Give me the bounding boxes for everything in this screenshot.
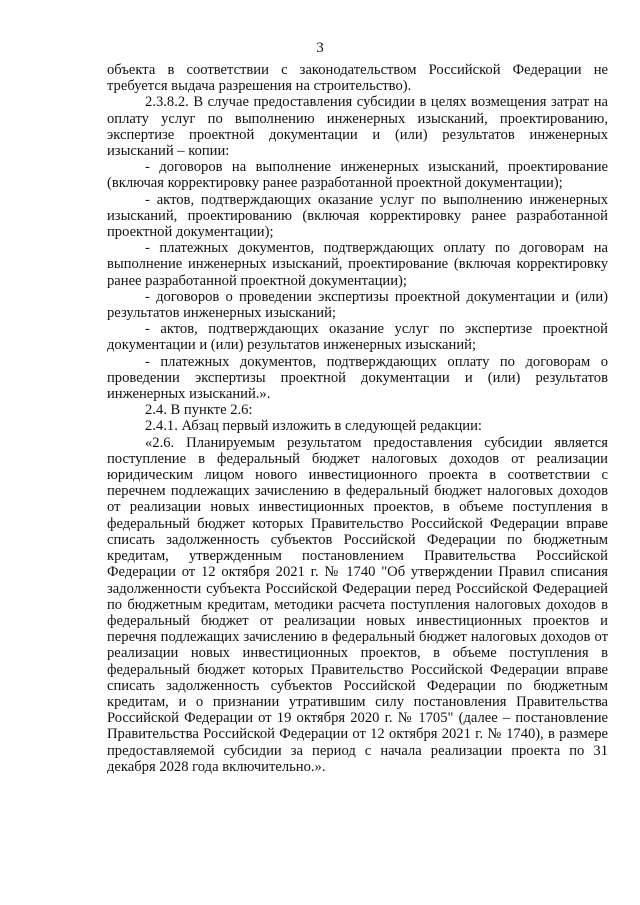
list-item-payments-surveys: - платежных документов, подтверждающих оплату по договорам на выполнение инженерных изысканий, проектирование (включая корректировку ранее разработанной проектной документации); [107,240,608,289]
paragraph-2-4: 2.4. В пункте 2.6: [145,402,253,419]
paragraph-object-continuation: объекта в соответствии с законодательством Российской Федерации не требуется выдача разрешения на строительство). [107,62,608,95]
paragraph-2-6-new-text: «2.6. Планируемым результатом предоставления субсидии является поступление в федеральный бюджет налоговых доходов от реализации юридическим лицом нового инвестиционного проекта в соответствии с перечнем подлежащих зачислению в федеральный бюджет налоговых доходов от реализации новых инвестиционных проектов, в объеме поступления в федеральный бюджет которых Правительство Российской Федерации вправе списать задолженность субъектов Российской Федерации по бюджетным кредитам, утвержденным постановлением Правительства Российской Федерации от 12 октября 2021 г. № 1740 "Об утверждении Правил списания задолженности субъекта Российской Федерации перед Российской Федерацией по бюджетным кредитам, методики расчета поступления налоговых доходов в федеральный бюджет от реализации новых инвестиционных проектов и перечня подлежащих зачислению в федеральный бюджет налоговых доходов от реализации новых инвестиционных проектов, в объеме поступления в федеральный бюджет которых Правительство Российской Федерации вправе списать задолженность субъектов Российской Федерации по бюджетным кредитам, и о признании утратившим силу постановления Правительства Российской Федерации от 19 октября 2020 г. № 1705" (далее – постановление Правительства Российской Федерации от 12 октября 2021 г. № 1740), в размере предоставляемой субсидии за период с начала реализации проекта по 31 декабря 2028 года включительно.». [107,434,608,775]
paragraph-2-3-8-2: 2.3.8.2. В случае предоставления субсидии в целях возмещения затрат на оплату услуг по выполнению инженерных изысканий, проектированию, экспертизе проектной документации и (или) результатов инженерных изысканий – копии: [107,94,608,160]
body-text [107,62,608,775]
list-item-acts-surveys: - актов, подтверждающих оказание услуг по выполнению инженерных изысканий, проектированию (включая корректировку ранее разработанной проектной документации); [107,191,608,241]
page-number: 3 [316,40,324,56]
paragraph-2-4-1: 2.4.1. Абзац первый изложить в следующей редакции: [145,418,482,435]
list-item-payments-expertise: - платежных документов, подтверждающих оплату по договорам о проведении экспертизы проектной документации и (или) результатов инженерных изысканий.». [107,353,608,403]
list-item-contracts-expertise: - договоров о проведении экспертизы проектной документации и (или) результатов инженерных изысканий; [107,288,608,322]
list-item-contracts-surveys: - договоров на выполнение инженерных изысканий, проектирование (включая корректировку ранее разработанной проектной документации); [107,159,608,192]
list-item-acts-expertise: - актов, подтверждающих оказание услуг по экспертизе проектной документации и (или) результатов инженерных изысканий; [107,321,608,354]
